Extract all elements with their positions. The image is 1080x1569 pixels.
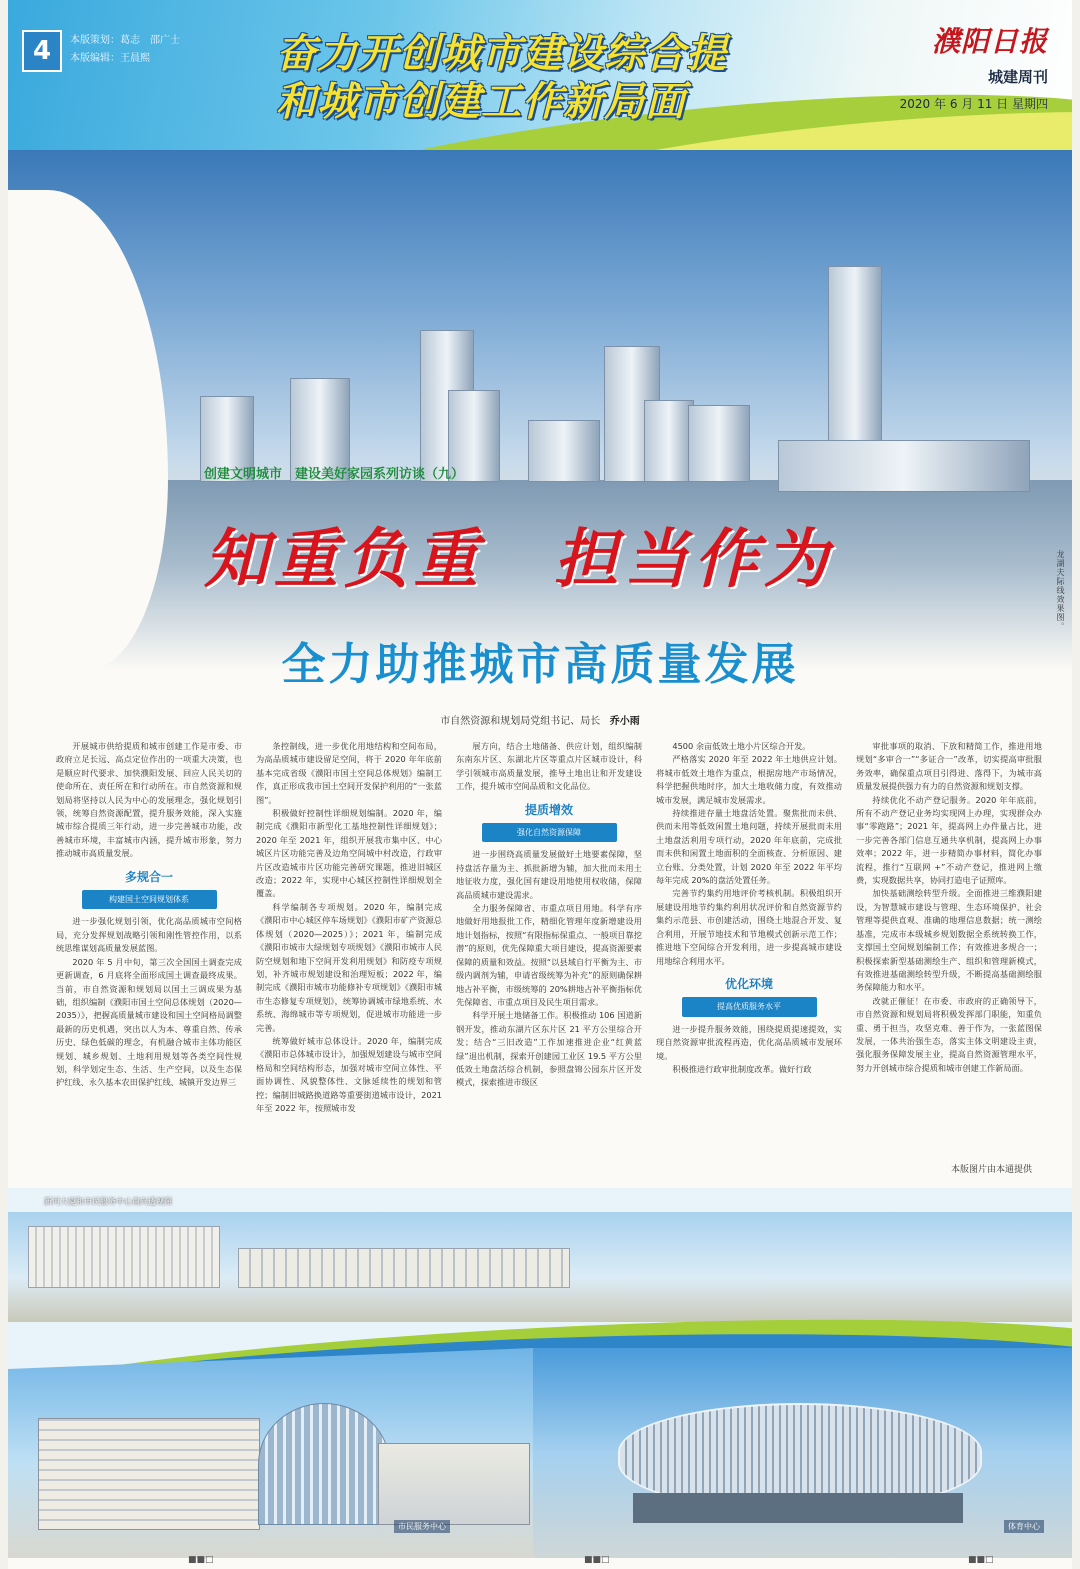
building-shape [528, 420, 600, 482]
byline-position: 市自然资源和规划局党组书记、局长 [440, 716, 601, 727]
rendering-sports-center [533, 1348, 1072, 1558]
article-column-2 [256, 740, 442, 1160]
editor-line: 本版编辑：王晨熙 [70, 53, 150, 64]
paragraph: 科学开展土地储备工作。积极推动 106 国道新钢开发，推动东湖片区东片区 21 平方公里综合开发；结合“三旧改造”工作加速推进企业“红黄蓝绿”退出机制，探索开创建园工业区 19.5 平方公里低效土地盘活综合机制，参照盘锦公园东片区开发模式，探索推进市级区 [456, 1010, 642, 1088]
paragraph: 进一步围绕高质量发展做好土地要素保障，坚持盘活存量为主、抓批新增为辅，加大批而未用土地征收力度，强化国有建设用地使用权收储，保障高品质城市建设需求。 [456, 849, 642, 900]
print-mark: ■■□ [968, 1555, 994, 1565]
hero-side-credit: 龙湖夫际线效果图。 [1056, 550, 1065, 631]
building-shape [644, 400, 694, 482]
photo-credit: 本版图片由本通提供 [950, 1165, 1032, 1175]
paragraph: 完善节约集约用地评价考核机制。积极组织开展建设用地节约集约利用状况评价和自然资源节约集约示范县、市创建活动，围绕土地混合开发、复合利用，开展节地技术和节地模式创新示范工作；推进地下空间综合开发利用，进一步提高城市建设用地综合利用水平。 [656, 888, 842, 966]
rendering-civic-center [8, 1212, 1072, 1322]
bottom-photo-strip [8, 1188, 1072, 1558]
header-banner [8, 0, 1072, 160]
paragraph: 进一步提升服务效能，围绕提质提速提效，实现自然资源审批流程再造，优化高品质城市发展环境。 [656, 1023, 842, 1061]
paragraph: 积极推进行政审批制度改革。做好行政 [672, 1063, 812, 1074]
page-number: 4 [22, 30, 62, 72]
building-shape [38, 1418, 260, 1530]
paragraph: 科学编制各专项规划。2020 年，编制完成《濮阳市中心城区停车场规划》《濮阳市矿产资源总体规划（2020—2025）》；2021 年，编制完成《濮阳市城市大绿规划专项规划》《濮阳市城市人民防空规划和地下空间开发利用规划》和防疫专项规划，补齐城市规划建设和治理短板；2022 年，编制完成《濮阳市城市功能修补专项规划》《濮阳市城市生态修复专项规划》，统筹协调城市绿地系统、水系统、海绵城市等专项规划，促进城市功能进一步完善。 [256, 901, 442, 1033]
print-mark: ■■□ [584, 1555, 610, 1565]
paragraph: 4500 余亩低效土地小片区综合开发。 [672, 741, 811, 751]
subheading-title: 优化环境 [724, 976, 773, 991]
planner-line: 本版策划：葛志 邵广士 [70, 35, 180, 46]
hero-skyline-image [8, 150, 1072, 670]
building-shape [378, 1443, 530, 1525]
section-name: 城建周刊 [987, 68, 1048, 86]
article-column-5 [856, 740, 1042, 1160]
subheading-block [56, 871, 242, 910]
slogan-calligraphy: 知重负重 担当作为 [204, 522, 834, 597]
subheading-banner: 提高优质服务水平 [682, 997, 817, 1016]
caption-citizen-center: 市民服务中心 [394, 1520, 450, 1533]
paragraph: 加快基础测绘转型升级。全面推进三维濮阳建设，为智慧城市建设与管理、生态环境保护、社会管理等提供直观、准确的地理信息数据；统一测绘基准，完成市本级城乡规划数据全系统转换工作，支撑国土空间规划编制工作；有效推进多规合一；积极探索新型基础测绘生产、组织和管理新模式，有效推进基础测绘转型升级，不断提高基础测绘服务保障能力和水平。 [856, 888, 1042, 993]
building-shape [688, 405, 750, 482]
caption-sports-center: 体育中心 [1004, 1520, 1044, 1533]
building-shape [238, 1248, 570, 1288]
page-headline [276, 30, 727, 126]
stadium-base-shape [633, 1493, 963, 1523]
paragraph: 持续优化不动产登记服务。2020 年年底前，所有不动产登记业务均实现网上办理，实现群众办事“零跑路”；2021 年，提高网上办件量占比，进一步完善各部门信息互通共享机制，提高网上办事效率；2022 年，进一步精简办事材料，简化办事流程，推行“互联网 +”不动产登记，推进网上缴费，实现数据共享，协同打造电子证照库。 [856, 794, 1042, 886]
paragraph: 开展城市供给提质和城市创建工作是市委、市政府立足长远、高点定位作出的一项重大决策，也是顺应时代要求、加快濮阳发展、回应人民关切的使命所在、责任所在和行动所在。市自然资源和规划局将坚持以人民为中心的发展理念，强化规划引领，统筹自然资源配置，提升服务效能，深入实施城市综合提质三年行动，进一步完善城市功能，改善城市环境，丰富城市内涵，提升城市形象，努力推动城市高质量发展。 [56, 741, 242, 859]
print-mark: ■■□ [188, 1555, 214, 1565]
dome-shape [258, 1403, 390, 1525]
paragraph: 条控制线，进一步优化用地结构和空间布局，为高品质城市建设留足空间，将于 2020 年年底前基本完成省级《濮阳市国土空间总体规划》编制工作，真正形成我市国土空间开发保护利用的“一张蓝图”。 [256, 741, 442, 805]
caption-civic-center: 新河大厦和市民服务中心南向透视图 [44, 1197, 172, 1206]
article-column-3 [456, 740, 642, 1160]
subheading-title: 多规合一 [124, 869, 173, 884]
newspaper-page [8, 0, 1072, 1569]
paragraph: 全力服务保障省、市重点项目用地。科学有序地做好用地报批工作，精细化管理年度新增建设用地计划指标，按照“有限指标保重点、一般项目靠挖潜”的原则，优先保障重大项目建设，提高资源要素保障的质量和效益。按照“以县域自行平衡为主、市级内调剂为辅，申请省级统筹为补充”的原则确保耕地占补平衡，市级统筹的 20%耕地占补平衡指标优先保障省、市重点项目及民生项目需求。 [456, 903, 642, 1007]
masthead [900, 20, 1048, 112]
building-shape [28, 1226, 220, 1288]
editors-block [70, 32, 180, 68]
article-column-4 [656, 740, 842, 1160]
headline-line-2: 和城市创建工作新局面 [276, 79, 686, 125]
article-title: 全力助推城市高质量发展 [281, 639, 799, 690]
subheading-block [456, 804, 642, 843]
article-body [56, 740, 1042, 1160]
subheading-banner: 构建国土空间规划体系 [82, 890, 217, 909]
subheading-block [656, 978, 842, 1017]
paragraph: 严格落实 2020 年至 2022 年土地供应计划。将城市低效土地作为重点，根据房地产市场情况，科学把握供地时序，加大土地收储力度，有效推动城市发展，满足城市发展需求。 [656, 754, 842, 805]
series-caption: 创建文明城市 建设美好家园系列访谈（九） [204, 467, 465, 482]
newspaper-logo: 濮阳日报 [931, 25, 1048, 58]
paragraph: 持续推进存量土地盘活处置。聚焦批而未供、供而未用等低效闲置土地问题，持续开展批而未用土地盘活利用专项行动，2020 年年底前，完成批而未供和闲置土地面积的全面核查、分析原因、建立台账、分类处置，计划 2020 年至 2022 年平均每年完成 20%的盘活处置任务。 [656, 808, 842, 886]
paragraph: 审批事项的取消、下放和精简工作，推进用地规划“多审合一”“多证合一”改革，切实提高审批服务效率，确保重点项目引得进、落得下，为城市高质量发展提供强力有力的自然资源和规划支撑。 [856, 741, 1042, 792]
subheading-banner: 强化自然资源保障 [482, 823, 617, 842]
paragraph: 2020 年 5 月中旬，第三次全国国土调查完成更新调查，6 月底将全面形成国土调查最终成果。当前，市自然资源和规划局以国土三调成果为基础，组织编制《濮阳市国土空间总体规划（2020—2035）》，把握高质量城市建设和国土空间格局调整最新的历史机遇，突出以人为本、尊重自然、传承历史、绿色低碳的理念，有机融合城市主体功能区规划、城乡规划、土地利用规划等各类空间性规划，科学划定生态、生活、生产空间，以及生态保护红线、永久基本农田保护红线、城镇开发边界三 [56, 956, 242, 1088]
podium-building-shape [778, 440, 1030, 492]
headline-line-1: 奋力开创城市建设综合提 [276, 31, 727, 77]
paragraph: 展方向，结合土地储备、供应计划，组织编制东南东片区、东湖北片区等重点片区城市设计，科学引领城市高质量发展，推导土地出让和开发建设工作，提升城市空间品质和文化品位。 [456, 741, 642, 792]
byline [8, 712, 1072, 727]
paragraph: 积极做好控制性详细规划编制。2020 年，编制完成《濮阳市新型化工基地控制性详细规划》；2020 年至 2021 年，组织开展我市集中区、中心城区片区功能完善及边角空间城中村改造，行政审片区改造城市片区功能完善研究课题，推进旧城区改造；2022 年，实现中心城区控制性详细规划全覆盖。 [256, 808, 442, 899]
paragraph: 进一步强化规划引领，优化高品质城市空间格局，充分发挥规划战略引领和刚性管控作用，以系统思维谋划高质量发展蓝图。 [56, 916, 242, 954]
byline-author: 乔小雨 [609, 716, 640, 727]
article-column-1 [56, 740, 242, 1160]
paragraph: 改就正催征！在市委、市政府的正确领导下，市自然资源和规划局将积极发挥部门职能，知重负重、勇于担当，攻坚克难、善于作为，一张蓝图保发展，一体共治强生态，落实主体文明建设主责，强化服务保障发展主业，提高自然资源管理水平，努力开创城市综合提质和城市创建工作新局面。 [856, 995, 1042, 1073]
paragraph: 统筹做好城市总体设计。2020 年，编制完成《濮阳市总体城市设计》，加强规划建设与城市空间格局和空间结构形态，加强对城市空间立体性、平面协调性、风貌整体性、文脉延续性的规划和管控；编制旧城路换道路等重要街道城市设计，2021 年至 2022 年，按照城市发 [256, 1035, 442, 1113]
subheading-title: 提质增效 [524, 802, 573, 817]
rendering-citizen-service-center [8, 1348, 533, 1558]
issue-date: 2020 年 6 月 11 日 星期四 [899, 97, 1048, 111]
